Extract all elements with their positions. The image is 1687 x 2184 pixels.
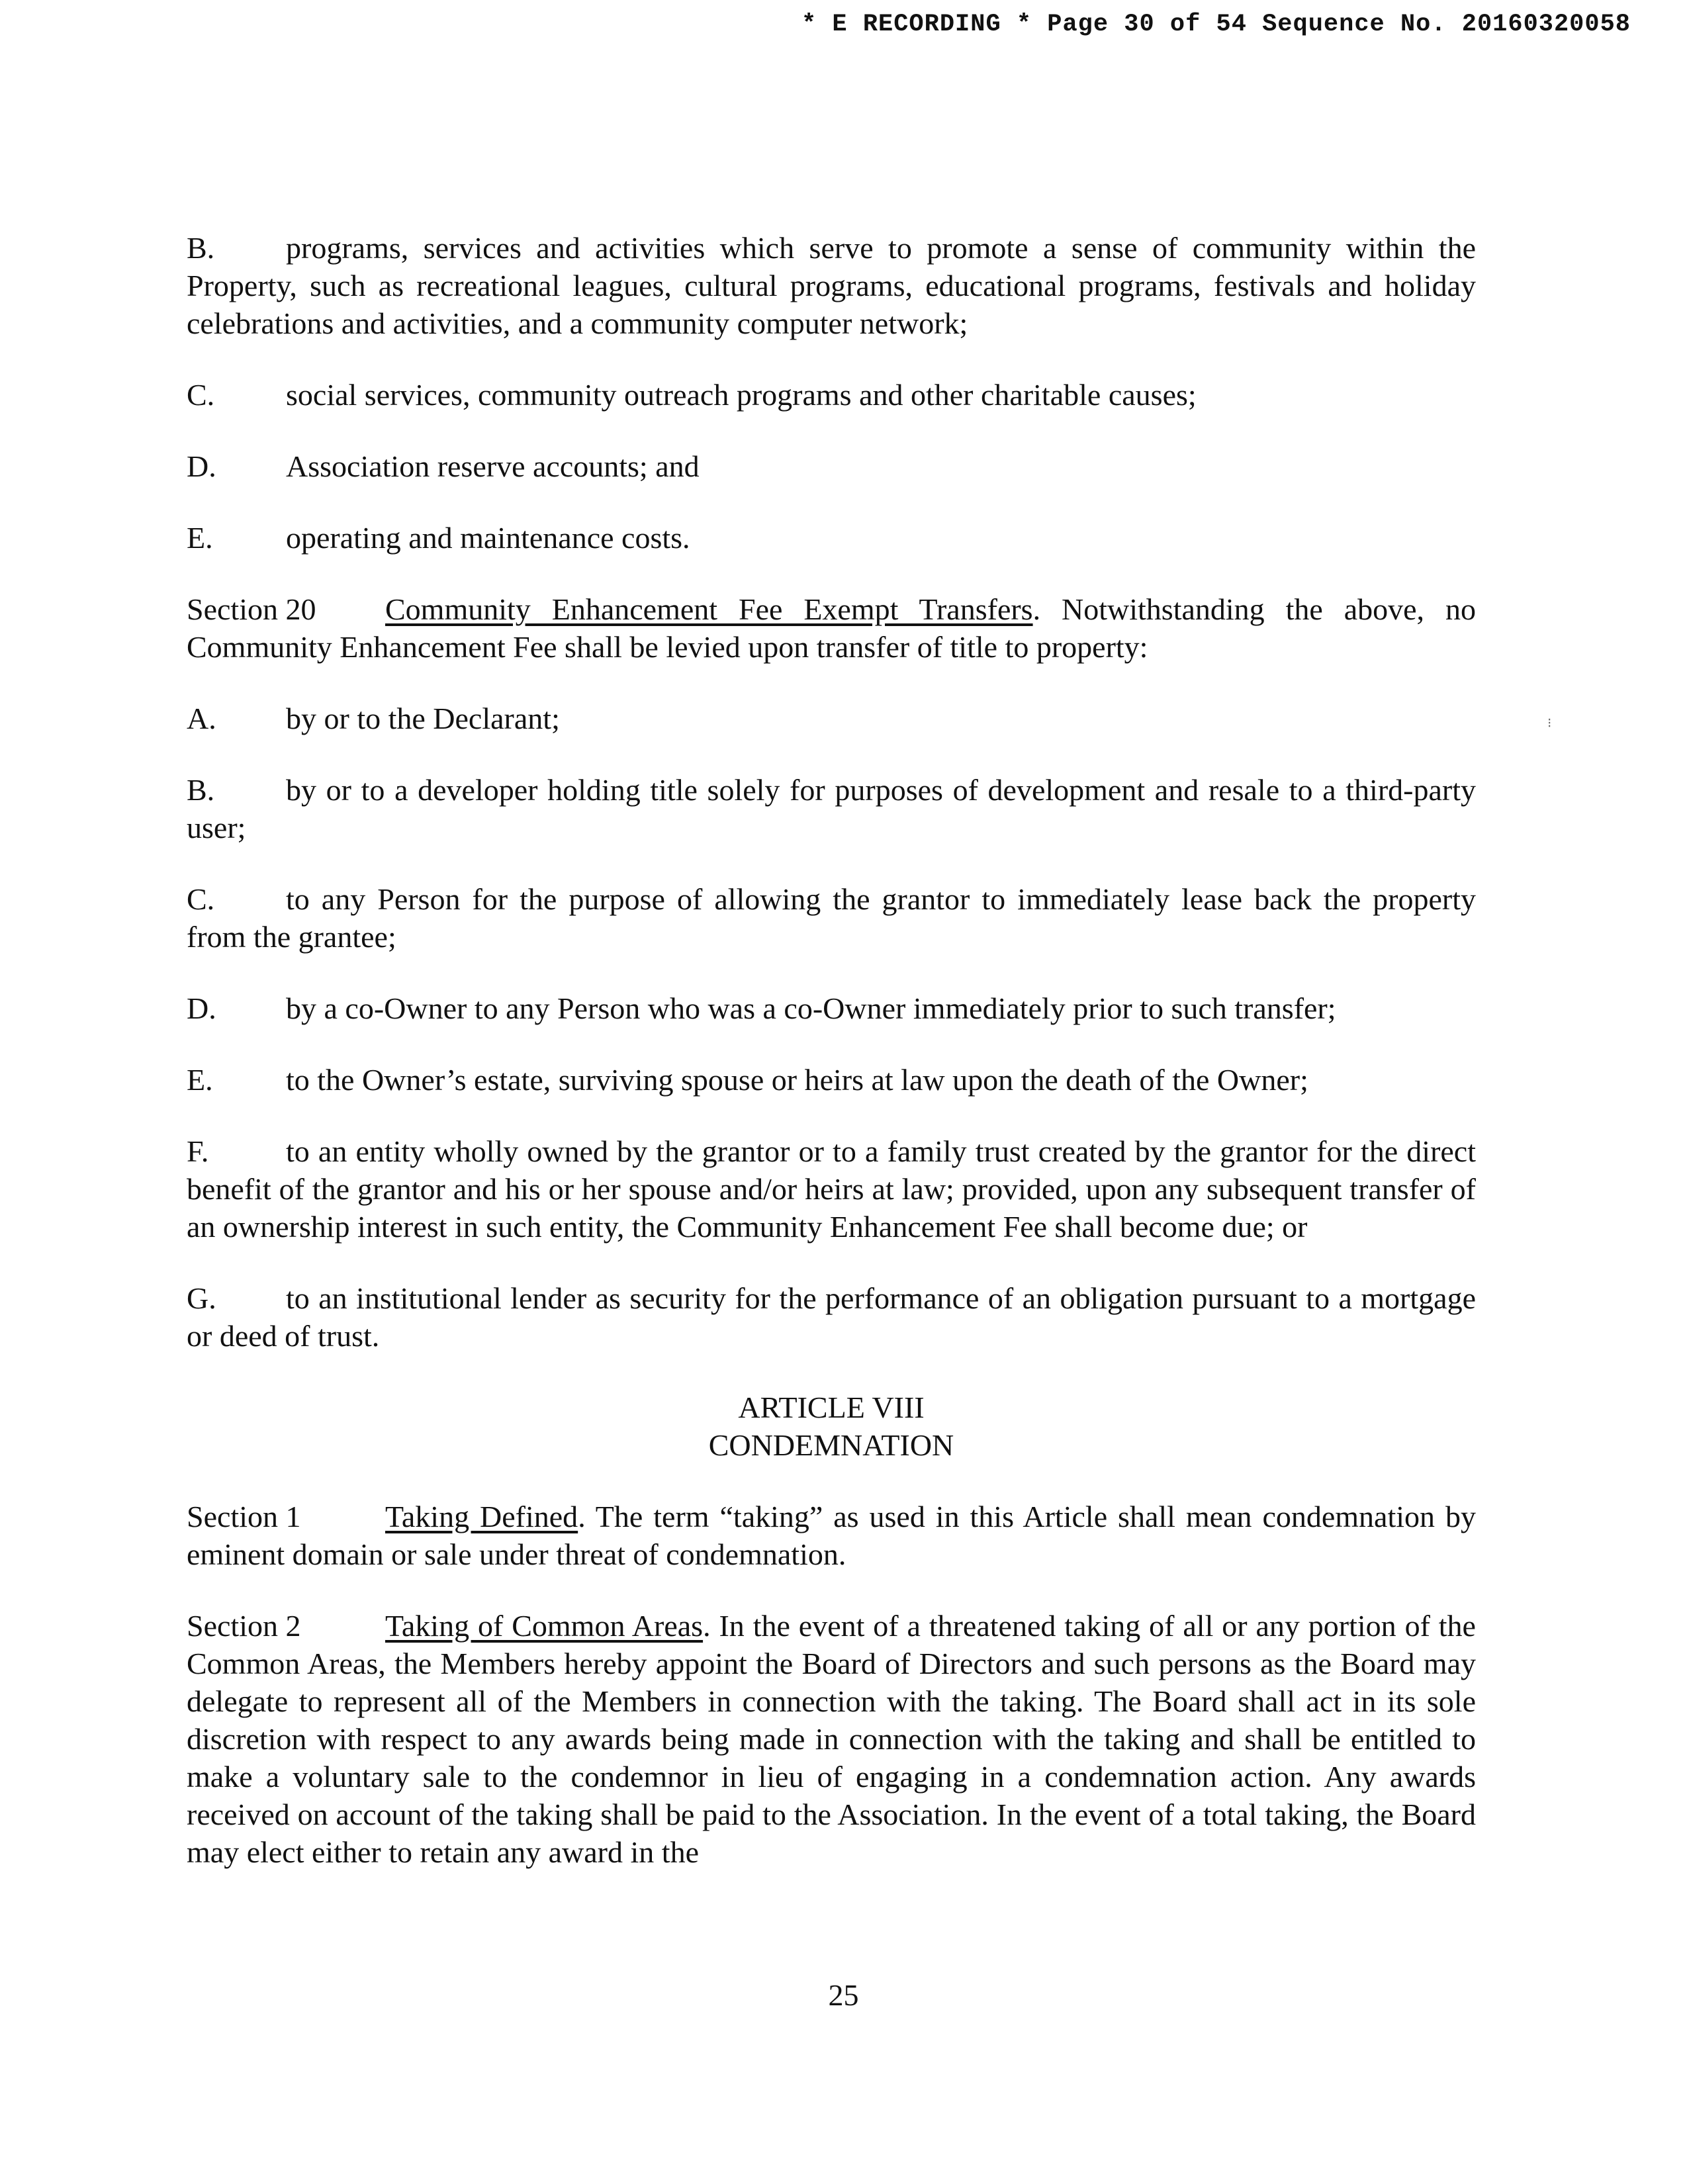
page-body bbox=[187, 229, 1476, 1905]
list-item bbox=[187, 519, 1476, 557]
item-text: operating and maintenance costs. bbox=[286, 521, 690, 555]
list-item bbox=[187, 880, 1476, 956]
list-item bbox=[187, 229, 1476, 342]
section-20 bbox=[187, 590, 1476, 666]
item-label: B. bbox=[187, 231, 215, 265]
list-item bbox=[187, 771, 1476, 846]
section-text: . Notwithstanding the above, no Community Enhancement Fee shall be levied upon transfer of title to property: bbox=[187, 592, 1476, 664]
item-text: to an entity wholly owned by the grantor or to a family trust created by the grantor for the direct benefit of the grantor and his or her spouse and/or heirs at law; provided, upon any subsequent transfer of an ownership interest in such entity, the Community Enhancement Fee shall become due; or bbox=[187, 1134, 1476, 1244]
article-heading bbox=[187, 1388, 1476, 1464]
section-label: Section 1 bbox=[187, 1500, 301, 1533]
section-title: Taking Defined bbox=[385, 1500, 578, 1533]
section-title: Community Enhancement Fee Exempt Transfers bbox=[385, 592, 1033, 626]
item-label: C. bbox=[187, 882, 215, 916]
item-label: B. bbox=[187, 773, 215, 807]
item-label: A. bbox=[187, 702, 216, 735]
item-text: to any Person for the purpose of allowing the grantor to immediately lease back the property from the grantee; bbox=[187, 882, 1476, 954]
item-text: to an institutional lender as security for the performance of an obligation pursuant to a mortgage or deed of trust. bbox=[187, 1281, 1476, 1353]
item-text: by or to the Declarant; bbox=[286, 702, 560, 735]
margin-mark: ⁝ bbox=[1547, 716, 1552, 731]
section-1 bbox=[187, 1498, 1476, 1573]
item-label: D. bbox=[187, 449, 216, 483]
item-label: F. bbox=[187, 1134, 209, 1168]
item-text: by or to a developer holding title solely for purposes of development and resale to a third-party user; bbox=[187, 773, 1476, 844]
item-label: E. bbox=[187, 521, 213, 555]
section-label: Section 20 bbox=[187, 592, 316, 626]
list-item bbox=[187, 376, 1476, 414]
list-item bbox=[187, 700, 1476, 737]
recording-stamp: * E RECORDING * Page 30 of 54 Sequence No. 20160320058 bbox=[801, 11, 1631, 38]
section-text: . In the event of a threatened taking of all or any portion of the Common Areas, the Members hereby appoint the Board of Directors and such persons as the Board may delegate to represent all of the Members in connection with the taking. The Board shall act in its sole discretion with respect to any awards being made in connection with the taking and shall be entitled to make a voluntary sale to the condemnor in lieu of engaging in a condemnation action. Any awards received on account of the taking shall be paid to the Association. In the event of a total taking, the Board may elect either to retain any award in the bbox=[187, 1609, 1476, 1869]
item-text: Association reserve accounts; and bbox=[286, 449, 700, 483]
item-label: G. bbox=[187, 1281, 216, 1315]
list-item bbox=[187, 989, 1476, 1027]
section-text: . The term “taking” as used in this Article shall mean condemnation by eminent domain or sale under threat of condemnation. bbox=[187, 1500, 1476, 1571]
item-text: programs, services and activities which serve to promote a sense of community within the Property, such as recreational leagues, cultural programs, educational programs, festivals and holiday celebrations and activities, and a community computer network; bbox=[187, 231, 1476, 340]
item-text: by a co-Owner to any Person who was a co-Owner immediately prior to such transfer; bbox=[286, 991, 1336, 1025]
section-title: Taking of Common Areas bbox=[385, 1609, 704, 1643]
section-2 bbox=[187, 1607, 1476, 1871]
list-item bbox=[187, 1279, 1476, 1355]
item-label: D. bbox=[187, 991, 216, 1025]
list-item bbox=[187, 1061, 1476, 1099]
list-item bbox=[187, 1132, 1476, 1246]
item-label: E. bbox=[187, 1063, 213, 1097]
item-label: C. bbox=[187, 378, 215, 412]
article-number: ARTICLE VIII bbox=[738, 1390, 925, 1424]
article-title: CONDEMNATION bbox=[708, 1428, 954, 1462]
page-number: 25 bbox=[828, 1978, 859, 2012]
item-text: social services, community outreach programs and other charitable causes; bbox=[286, 378, 1197, 412]
section-label: Section 2 bbox=[187, 1609, 301, 1643]
list-item bbox=[187, 447, 1476, 485]
item-text: to the Owner’s estate, surviving spouse or heirs at law upon the death of the Owner; bbox=[286, 1063, 1308, 1097]
